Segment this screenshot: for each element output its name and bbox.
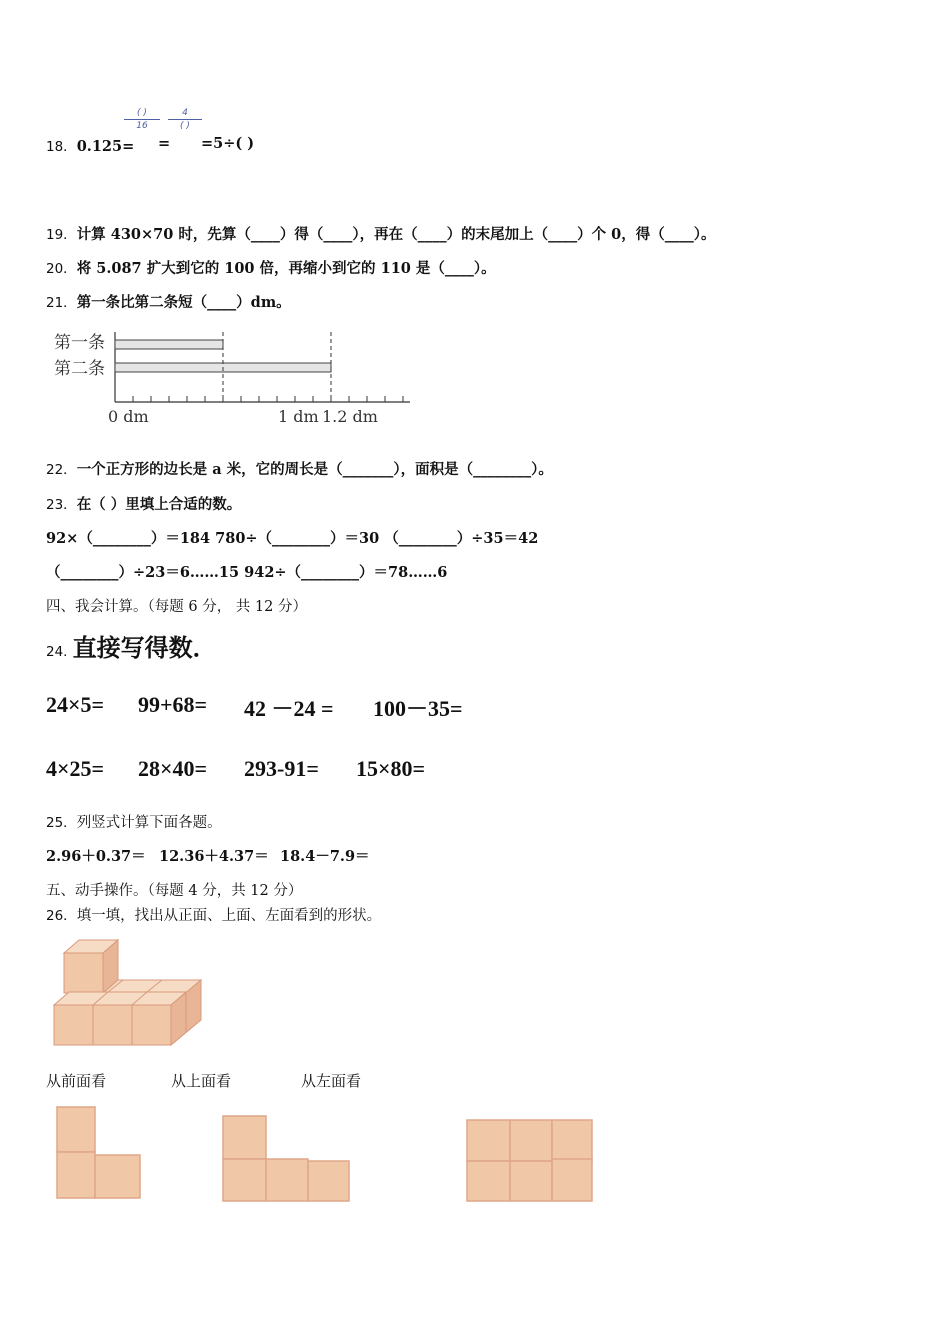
diagram-ticks: [115, 396, 403, 402]
q24-row1-item2: 99+68=: [138, 692, 208, 717]
section-5-heading: 五、动手操作。（每题 4 分，共 12 分）: [46, 883, 303, 899]
q19-text: 计算 430×70 时，先算（____）得（____），再在（____）的末尾加上（____）个 0，得（____）。: [76, 226, 716, 243]
section-4-heading: 四、我会计算。（每题 6 分， 共 12 分）: [46, 599, 307, 615]
q24-row2-item3: 293-91=: [244, 756, 319, 781]
view3-cell-3: [552, 1120, 592, 1161]
view3-cell-4: [467, 1161, 510, 1201]
view1-cell-3: [95, 1155, 140, 1198]
q25-item2: 12.36＋4.37＝: [159, 848, 269, 865]
view3-cell-5: [510, 1161, 552, 1201]
view3-cell-6: [552, 1159, 592, 1201]
q21-line: [46, 291, 291, 312]
q24-row2-item2: 28×40=: [138, 756, 208, 781]
diagram-label-second: 第二条: [54, 359, 105, 379]
diagram-tick-label-1-2: 1.2 dm: [322, 407, 378, 426]
q24-number: 24.: [46, 644, 68, 660]
q26-title: 填一填，找出从正面、上面、左面看到的形状。: [76, 908, 382, 924]
q18-frac2-top: 4: [168, 108, 202, 120]
q24-title: 直接写得数．: [72, 633, 217, 662]
q18-fraction-2: [168, 108, 202, 132]
diagram-tick-label-1: 1 dm: [278, 407, 319, 426]
q25-item1: 2.96＋0.37＝: [46, 848, 146, 865]
q22-line: [46, 458, 553, 479]
view1-cell-1: [57, 1107, 95, 1152]
q26-line: [46, 904, 381, 925]
view2-cell-4: [308, 1161, 349, 1201]
cube-front-1: [54, 1005, 93, 1045]
q23-line: [46, 493, 241, 514]
q23-number: 23．: [46, 497, 77, 513]
diagram-tick-label-0: 0 dm: [108, 407, 149, 426]
q18-frac1-bottom: 16: [136, 121, 148, 131]
q21-bar-diagram: [50, 326, 430, 430]
diagram-bar-first: [115, 340, 223, 349]
view-label-top: 从上面看: [171, 1072, 232, 1090]
view1-cell-2: [57, 1152, 95, 1198]
q24-heading: [46, 628, 217, 663]
view2-cell-1: [223, 1116, 266, 1159]
q18-lead: 0.125=: [76, 138, 135, 155]
view3-cell-2: [510, 1120, 552, 1161]
q20-number: 20．: [46, 261, 77, 277]
q18-equals: =: [158, 135, 171, 152]
q21-number: 21．: [46, 295, 77, 311]
q22-number: 22．: [46, 462, 77, 478]
view-shape-3: [466, 1119, 596, 1203]
q26-number: 26．: [46, 908, 77, 924]
q23-line2: （________）÷23＝6……15 942÷（________）＝78……6: [46, 564, 448, 581]
cube-front-row-top: [54, 992, 186, 1005]
q24-row2-item1: 4×25=: [46, 756, 105, 781]
q23-text: 在（ ）里填上合适的数。: [76, 496, 242, 513]
view2-cell-3: [266, 1159, 308, 1201]
q18-fraction-1: [124, 108, 160, 132]
q26-cube-figure: [46, 935, 211, 1050]
q18-frac2-bottom: ( ): [180, 121, 190, 131]
q25-line: [46, 811, 222, 832]
q18-number: 18．: [46, 139, 77, 155]
q25-number: 25．: [46, 815, 77, 831]
q18-frac1-top: ( ): [124, 108, 160, 120]
view2-cell-2: [223, 1159, 266, 1201]
q23-line1: 92×（________）＝184 780÷（________）＝30 （________）÷35＝42: [46, 530, 539, 547]
cube-back-row-top: [103, 980, 201, 993]
q20-line: [46, 257, 496, 278]
q25-title: 列竖式计算下面各题。: [76, 815, 222, 831]
cube-front-3: [132, 1005, 171, 1045]
q19-number: 19．: [46, 227, 77, 243]
view-shape-2: [222, 1115, 352, 1203]
q19-line: [46, 223, 716, 244]
q24-row1-item1: 24×5=: [46, 692, 105, 717]
diagram-label-first: 第一条: [54, 333, 105, 353]
q24-row1-item4: 100－35=: [373, 696, 463, 721]
q18-tail: =5÷( ): [201, 135, 255, 152]
q22-text: 一个正方形的边长是 a 米，它的周长是（_______），面积是（________）。: [76, 461, 553, 478]
cube-top-stack: [64, 940, 118, 993]
cube-front-2: [93, 1005, 132, 1045]
q21-text: 第一条比第二条短（____）dm。: [76, 294, 291, 311]
q24-row2-item4: 15×80=: [356, 756, 426, 781]
q18-line: [46, 135, 134, 155]
view-shape-1: [56, 1106, 142, 1200]
view-label-front: 从前面看: [46, 1072, 107, 1090]
view-label-left: 从左面看: [301, 1072, 362, 1090]
q25-item3: 18.4－7.9＝: [280, 848, 370, 865]
view3-cell-1: [467, 1120, 510, 1161]
q24-row1-item3: 42 －24 =: [244, 696, 334, 721]
q20-text: 将 5.087 扩大到它的 100 倍，再缩小到它的 110 是（____）。: [76, 260, 496, 277]
